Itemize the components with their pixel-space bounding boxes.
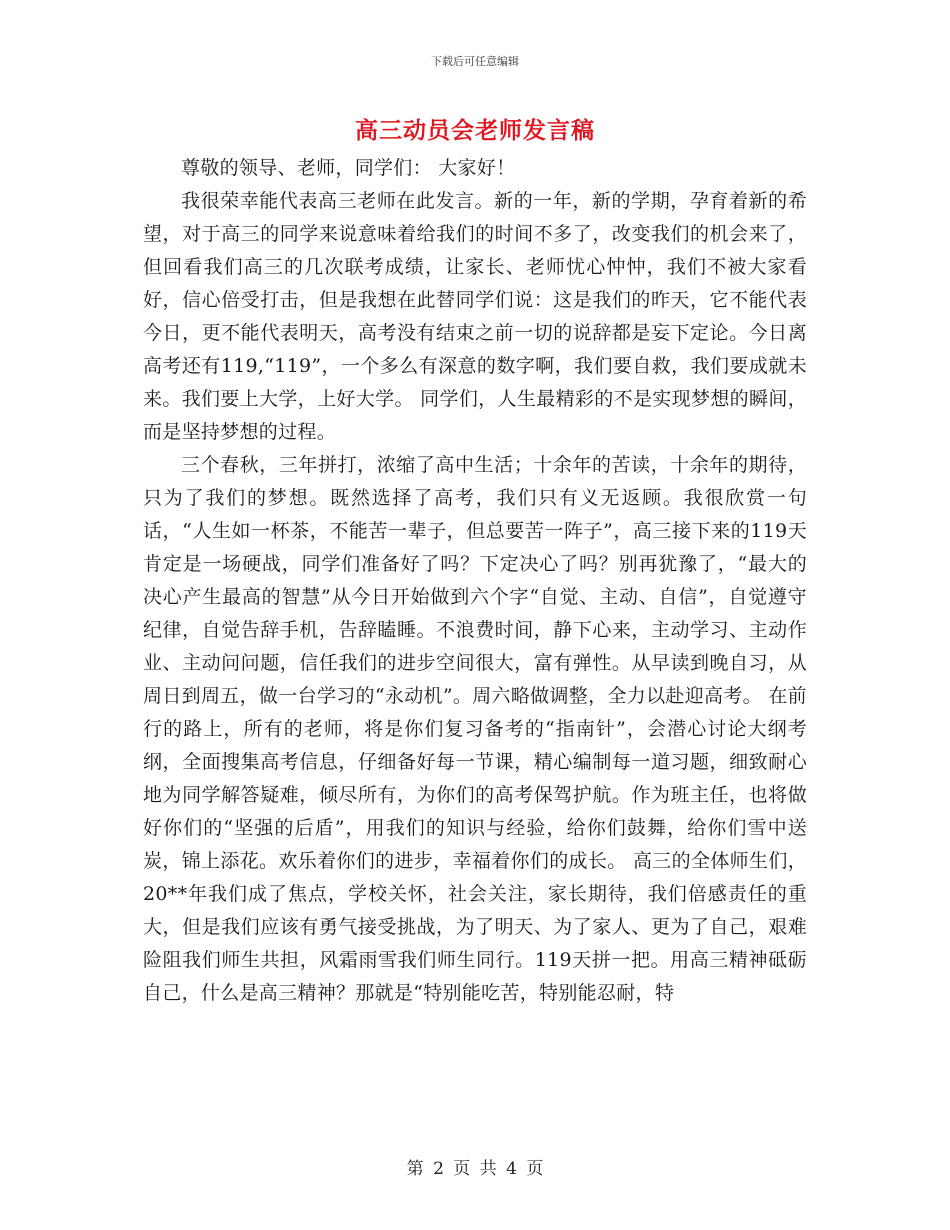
page-number-footer: 第 2 页 共 4 页: [406, 1159, 544, 1179]
document-title: 高三动员会老师发言稿: [355, 118, 595, 144]
document-body: [143, 152, 807, 1010]
paragraph-intro: 我很荣幸能代表高三老师在此发言。新的一年，新的学期，孕育着新的希望，对于高三的同学来说意味着给我们的时间不多了，改变我们的机会来了，但回看我们高三的几次联考成绩，让家长、老师忧心忡忡，我们不被大家看好，信心倍受打击，但是我想在此替同学们说：这是我们的昨天，它不能代表今日，更不能代表明天，高考没有结束之前一切的说辞都是妄下定论。今日离高考还有119,“119”，一个多么有深意的数字啊，我们要自救，我们要成就未来。我们要上大学，上好大学。 同学们，人生最精彩的不是实现梦想的瞬间，而是坚持梦想的过程。: [143, 190, 807, 443]
header-note: 下载后可任意编辑: [431, 55, 519, 68]
paragraph-greeting: 尊敬的领导、老师，同学们： 大家好！: [181, 157, 516, 179]
paragraph-main: 三个春秋，三年拼打，浓缩了高中生活；十余年的苦读，十余年的期待，只为了我们的梦想。既然选择了高考，我们只有义无返顾。我很欣赏一句话，“人生如一杯茶，不能苦一辈子，但总要苦一阵子”，高三接下来的119天肯定是一场硬战，同学们准备好了吗？下定决心了吗？别再犹豫了，“最大的决心产生最高的智慧”从今日开始做到六个字“自觉、主动、自信”，自觉遵守纪律，自觉告辞手机，告辞瞌睡。不浪费时间，静下心来，主动学习、主动作业、主动问问题，信任我们的进步空间很大，富有弹性。从早读到晚自习，从周日到周五，做一台学习的“永动机”。周六略做调整，全力以赴迎高考。 在前行的路上，所有的老师，将是你们复习备考的“指南针”，会潜心讨论大纲考纲，全面搜集高考信息，仔细备好每一节课，精心编制每一道习题，细致耐心地为同学解答疑难，倾尽所有，为你们的高考保驾护航。作为班主任，也将做好你们的“坚强的后盾”，用我们的知识与经验，给你们鼓舞，给你们雪中送炭，锦上添花。欢乐着你们的进步，幸福着你们的成长。 高三的全体师生们，20**年我们成了焦点，学校关怀，社会关注，家长期待，我们倍感责任的重大，但是我们应该有勇气接受挑战，为了明天、为了家人、更为了自己，艰难险阻我们师生共担，风霜雨雪我们师生同行。119天拼一把。用高三精神砥砺自己，什么是高三精神？那就是“特别能吃苦，特别能忍耐，特: [143, 454, 807, 1004]
